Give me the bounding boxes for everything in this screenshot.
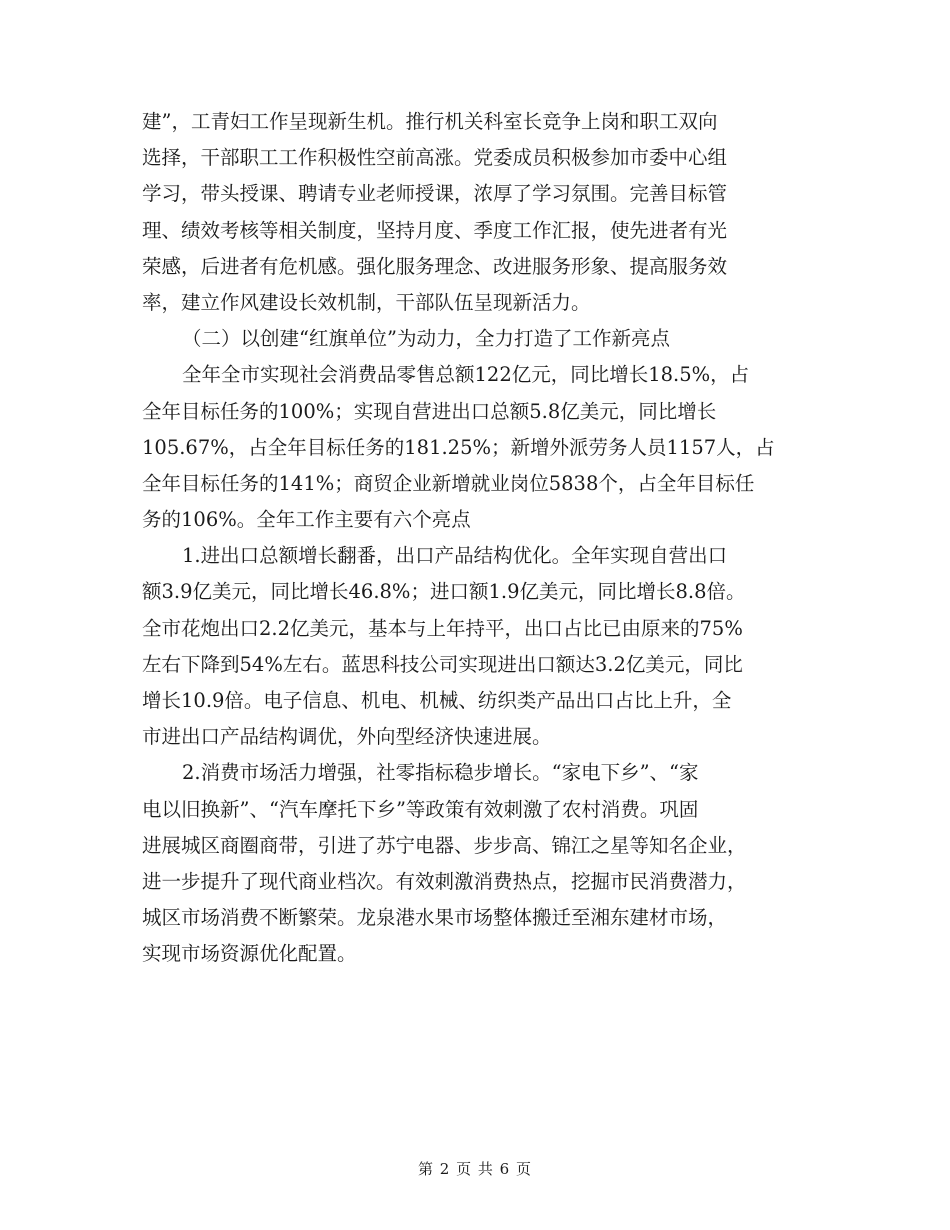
text-line: 左右下降到54%左右。蓝思科技公司实现进出口额达3.2亿美元，同比: [142, 652, 743, 676]
text-line: 学习，带头授课、聘请专业老师授课，浓厚了学习氛围。完善目标管: [142, 182, 728, 206]
text-line: 全市花炮出口2.2亿美元，基本与上年持平，出口占比已由原来的75%: [142, 616, 743, 640]
text-line: 务的106%。全年工作主要有六个亮点: [142, 508, 471, 532]
text-line: 1.进出口总额增长翻番，出口产品结构优化。全年实现自营出口: [182, 544, 728, 568]
text-line: 率，建立作风建设长效机制，干部队伍呈现新活力。: [142, 290, 591, 314]
text-line: 电以旧换新”、“汽车摩托下乡”等政策有效刺激了农村消费。巩固: [142, 797, 699, 821]
text-line: 105.67%，占全年目标任务的181.25%；新增外派劳务人员1157人，占: [142, 435, 775, 459]
text-line: 选择，干部职工工作积极性空前高涨。党委成员积极参加市委中心组: [142, 146, 728, 170]
document-body: [142, 104, 810, 973]
text-line: 2.消费市场活力增强，社零指标稳步增长。“家电下乡”、“家: [182, 761, 699, 785]
text-line: 实现市场资源优化配置。: [142, 942, 357, 966]
text-line: 市进出口产品结构调优，外向型经济快速进展。: [142, 725, 552, 749]
text-line: 进一步提升了现代商业档次。有效刺激消费热点，挖掘市民消费潜力，: [142, 869, 747, 893]
text-line: 全年全市实现社会消费品零售总额122亿元，同比增长18.5%，占: [182, 363, 750, 387]
section-heading: （二）以创建“红旗单位”为动力，全力打造了工作新亮点: [182, 327, 670, 351]
text-line: 全年目标任务的141%；商贸企业新增就业岗位5838个，占全年目标任: [142, 471, 755, 495]
text-line: 进展城区商圈商带，引进了苏宁电器、步步高、锦江之星等知名企业，: [142, 833, 747, 857]
text-line: 增长10.9倍。电子信息、机电、机械、纺织类产品出口占比上升，全: [142, 689, 732, 712]
text-line: 理、绩效考核等相关制度，坚持月度、季度工作汇报，使先进者有光: [142, 218, 728, 242]
text-line: 荣感，后进者有危机感。强化服务理念、改进服务形象、提高服务效: [142, 254, 728, 278]
page-number-footer: 第 2 页 共 6 页: [418, 1160, 532, 1178]
text-line: 建”，工青妇工作呈现新生机。推行机关科室长竞争上岗和职工双向: [142, 110, 718, 133]
text-line: 全年目标任务的100%；实现自营进出口总额5.8亿美元，同比增长: [142, 399, 717, 423]
text-line: 城区市场消费不断繁荣。龙泉港水果市场整体搬迁至湘东建材市场，: [142, 906, 728, 930]
text-line: 额3.9亿美元，同比增长46.8%；进口额1.9亿美元，同比增长8.8倍。: [142, 580, 746, 604]
